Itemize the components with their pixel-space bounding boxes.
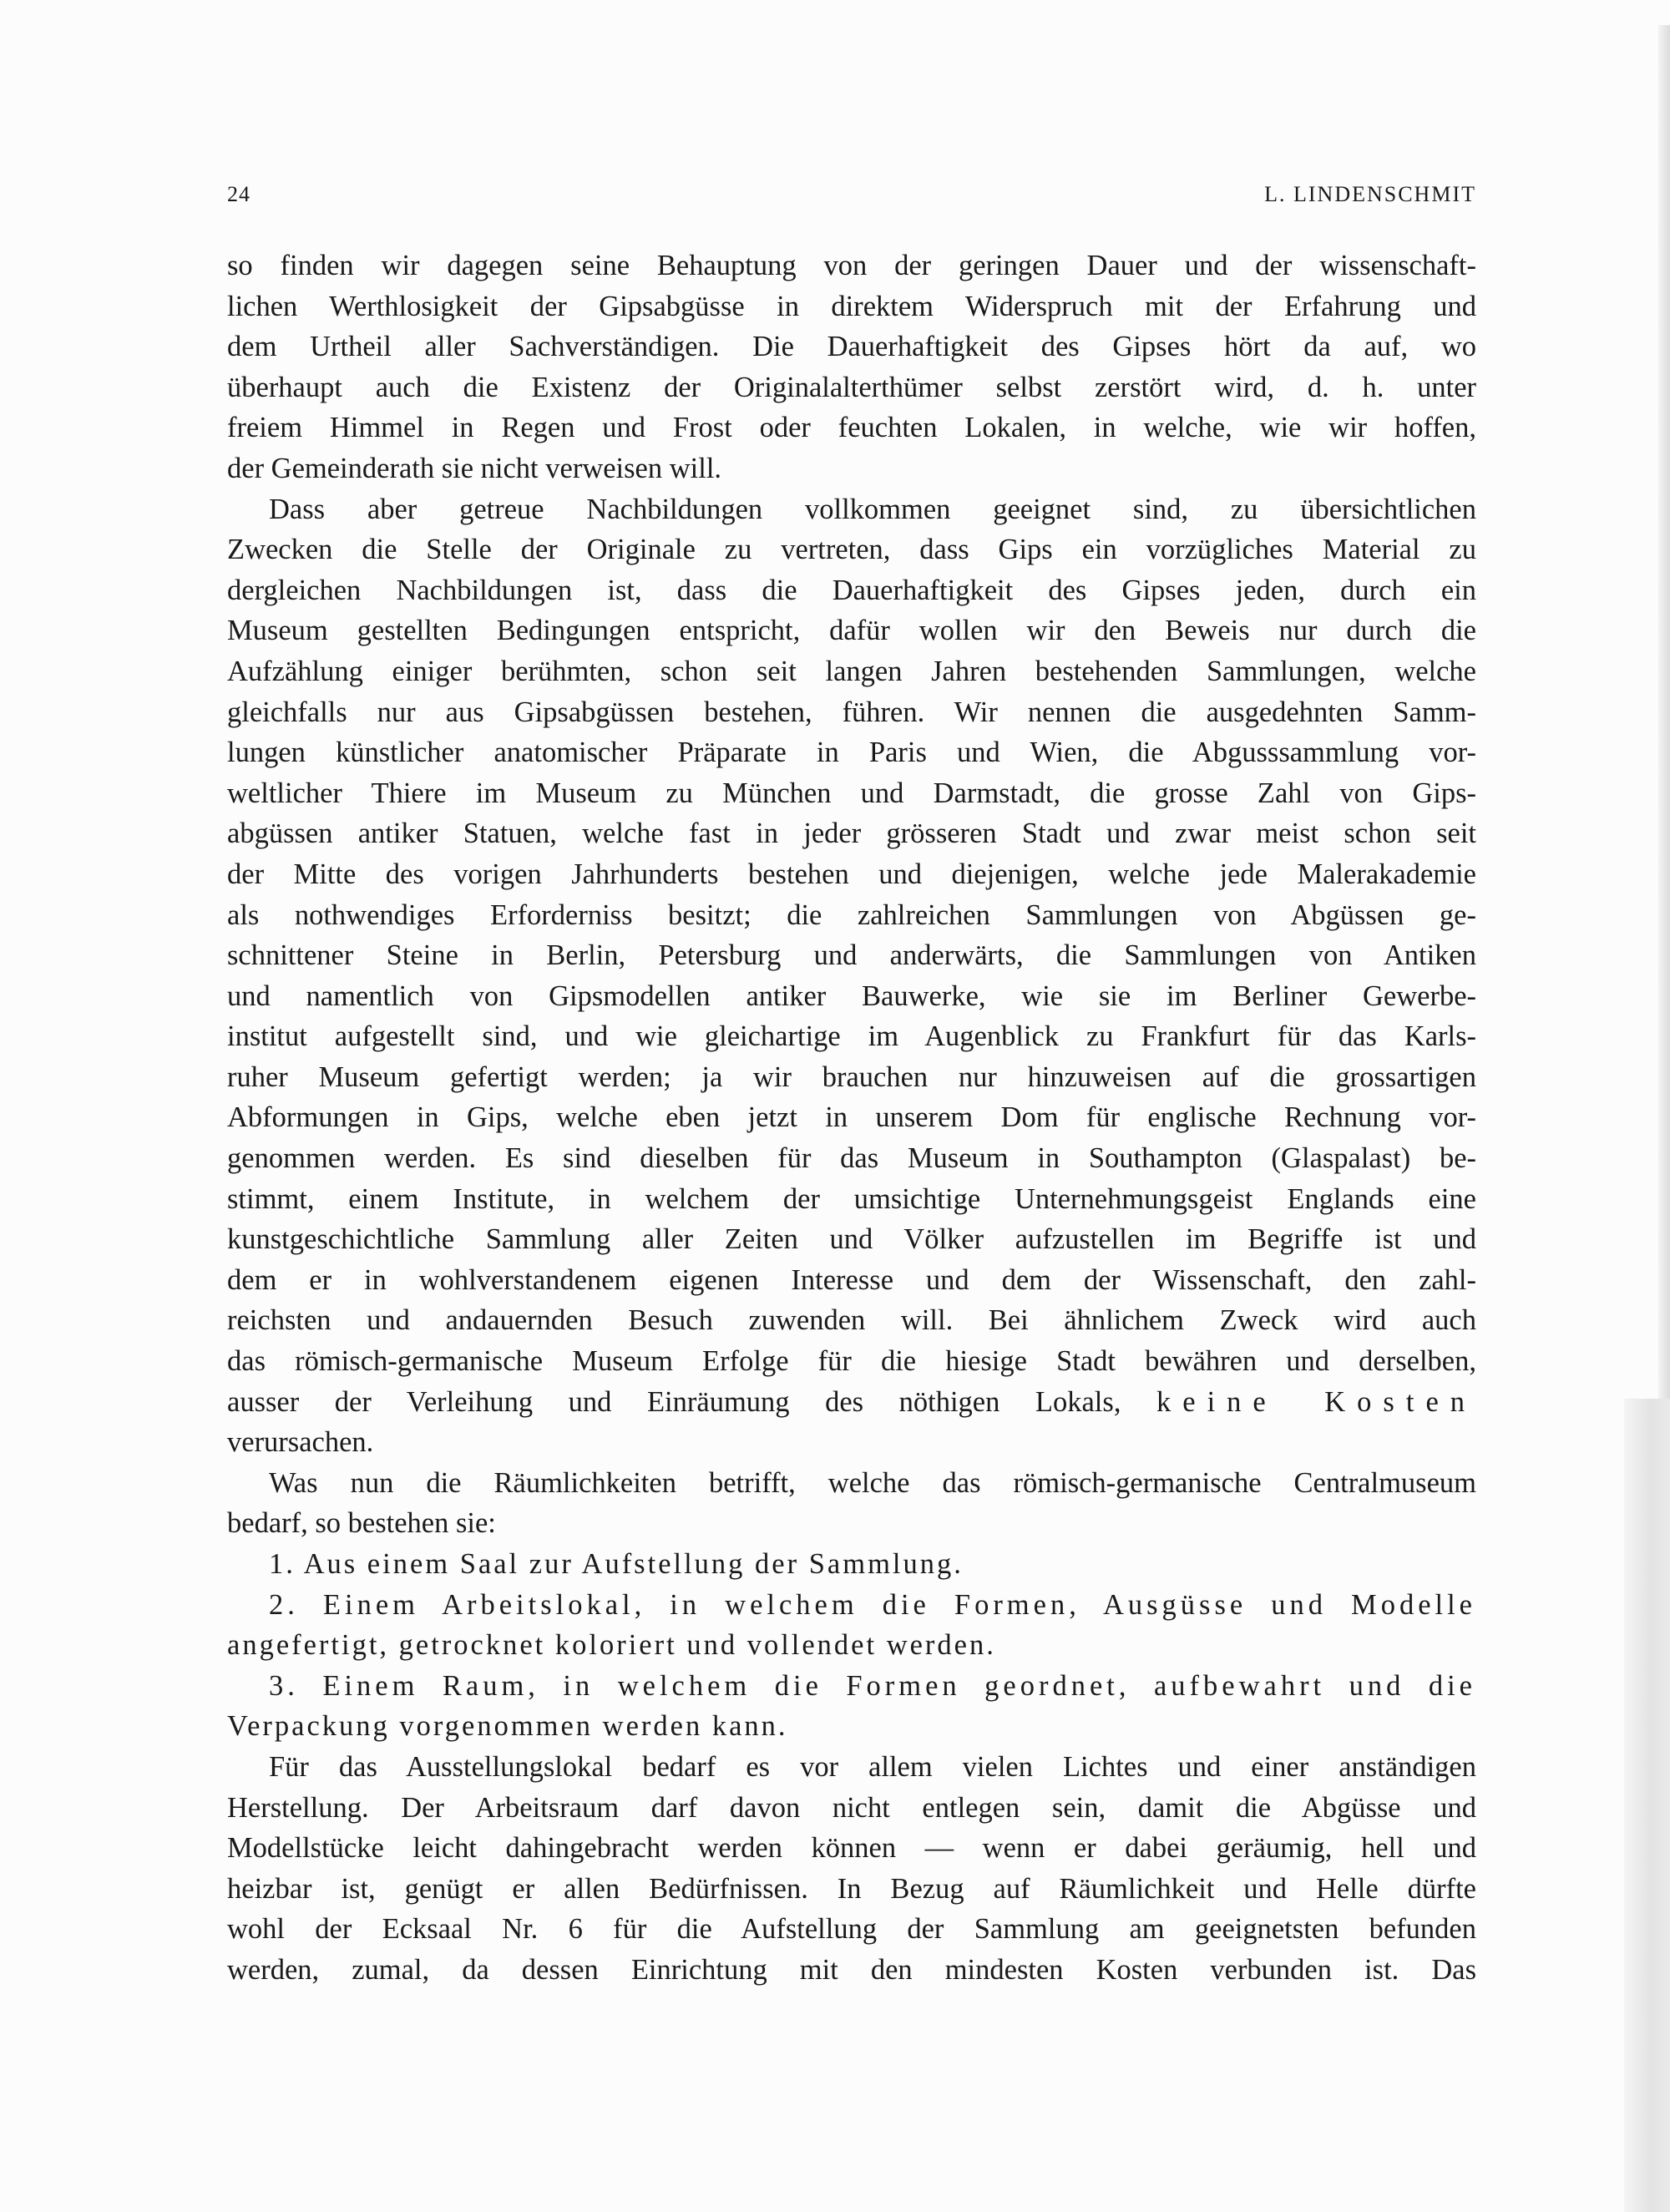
list-item-1: 1. Aus einem Saal zur Aufstellung der Sammlung. bbox=[269, 1548, 964, 1580]
text-line: abgüssen antiker Statuen, welche fast in jeder grösseren Stadt und zwar meist schon seit bbox=[227, 817, 1476, 850]
body-text bbox=[227, 245, 1476, 1991]
text-line: heizbar ist, genügt er allen Bedürfnissen. In Bezug auf Räumlichkeit und Helle dürfte bbox=[227, 1872, 1476, 1905]
paragraph-3 bbox=[227, 1463, 1476, 1544]
numbered-list bbox=[227, 1544, 1476, 1747]
text-line: Abformungen in Gips, welche eben jetzt in unserem Dom für englische Rechnung vor- bbox=[227, 1101, 1476, 1134]
text-line: Museum gestellten Bedingungen entspricht, dafür wollen wir den Beweis nur durch die bbox=[227, 615, 1476, 647]
text-segment: ausser der Verleihung und Einräumung des nöthigen Lokals, bbox=[227, 1385, 1121, 1418]
list-item-2: 2. Einem Arbeitslokal, in welchem die Formen, Ausgüsse und Modelle bbox=[269, 1588, 1476, 1621]
text-line: kunstgeschichtliche Sammlung aller Zeiten und Völker aufzustellen im Begriffe ist und bbox=[227, 1223, 1476, 1256]
text-line: dergleichen Nachbildungen ist, dass die Dauerhaftigkeit des Gipses jeden, durch ein bbox=[227, 574, 1476, 606]
text-line: lungen künstlicher anatomischer Präparate in Paris und Wien, die Abgusssammlung vor- bbox=[227, 736, 1476, 769]
page-number: 24 bbox=[227, 182, 250, 206]
list-item-3: 3. Einem Raum, in welchem die Formen geordnet, aufbewahrt und die bbox=[269, 1669, 1476, 1702]
list-item-3-continuation: Verpackung vorgenommen werden kann. bbox=[227, 1710, 788, 1743]
text-line: der Gemeinderath sie nicht verweisen will. bbox=[227, 452, 722, 484]
text-line: Was nun die Räumlichkeiten betrifft, welche das römisch-germanische Centralmuseum bbox=[269, 1466, 1476, 1499]
text-line: genommen werden. Es sind dieselben für das Museum in Southampton (Glaspalast) be- bbox=[227, 1142, 1476, 1175]
text-line: werden, zumal, da dessen Einrichtung mit den mindesten Kosten verbunden ist. Das bbox=[227, 1953, 1476, 1986]
text-line: Modellstücke leicht dahingebracht werden können — wenn er dabei geräumig, hell und bbox=[227, 1832, 1476, 1865]
text-line: freiem Himmel in Regen und Frost oder feuchten Lokalen, in welche, wie wir hoffen, bbox=[227, 412, 1476, 444]
text-line: gleichfalls nur aus Gipsabgüssen bestehen, führen. Wir nennen die ausgedehnten Samm- bbox=[227, 696, 1476, 728]
page-edge-shadow-lower bbox=[1624, 1399, 1670, 2212]
running-title: L. LINDENSCHMIT bbox=[1264, 182, 1476, 206]
text-line: reichsten und andauernden Besuch zuwenden will. Bei ähnlichem Zweck wird auch bbox=[227, 1304, 1476, 1337]
text-line: stimmt, einem Institute, in welchem der umsichtige Unternehmungsgeist Englands eine bbox=[227, 1182, 1476, 1215]
text-line: Zwecken die Stelle der Originale zu vertreten, dass Gips ein vorzügliches Material zu bbox=[227, 534, 1476, 566]
paragraph-4 bbox=[227, 1747, 1476, 1991]
text-line: bedarf, so bestehen sie: bbox=[227, 1507, 496, 1540]
text-line-with-emphasis bbox=[227, 1382, 1476, 1423]
text-line: das römisch-germanische Museum Erfolge für die hiesige Stadt bewähren und derselben, bbox=[227, 1345, 1476, 1378]
text-line: Dass aber getreue Nachbildungen vollkommen geeignet sind, zu übersichtlichen bbox=[269, 493, 1476, 525]
text-line: institut aufgestellt sind, und wie gleichartige im Augenblick zu Frankfurt für das Karls- bbox=[227, 1020, 1476, 1053]
text-line: als nothwendiges Erforderniss besitzt; die zahlreichen Sammlungen von Abgüssen ge- bbox=[227, 898, 1476, 931]
text-line: der Mitte des vorigen Jahrhunderts bestehen und diejenigen, welche jede Malerakademie bbox=[227, 858, 1476, 890]
emphasis-spaced-text: keine Kosten bbox=[1156, 1385, 1477, 1418]
text-line: lichen Werthlosigkeit der Gipsabgüsse in direktem Widerspruch mit der Erfahrung und bbox=[227, 290, 1476, 322]
text-line: dem Urtheil aller Sachverständigen. Die Dauerhaftigkeit des Gipses hört da auf, wo bbox=[227, 331, 1476, 363]
text-line: schnittener Steine in Berlin, Petersburg und anderwärts, die Sammlungen von Antiken bbox=[227, 939, 1476, 972]
text-line: ruher Museum gefertigt werden; ja wir brauchen nur hinzuweisen auf die grossartigen bbox=[227, 1060, 1476, 1093]
text-line: dem er in wohlverstandenem eigenen Interesse und dem der Wissenschaft, den zahl- bbox=[227, 1263, 1476, 1296]
text-line: und namentlich von Gipsmodellen antiker Bauwerke, wie sie im Berliner Gewerbe- bbox=[227, 979, 1476, 1012]
text-line: wohl der Ecksaal Nr. 6 für die Aufstellung der Sammlung am geeignetsten befunden bbox=[227, 1913, 1476, 1946]
list-item-2-continuation: angefertigt, getrocknet koloriert und vollendet werden. bbox=[227, 1629, 996, 1662]
text-line: Aufzählung einiger berühmten, schon seit langen Jahren bestehenden Sammlungen, welche bbox=[227, 655, 1476, 687]
text-line: Für das Ausstellungslokal bedarf es vor allem vielen Lichtes und einer anständigen bbox=[269, 1750, 1476, 1783]
text-line: so finden wir dagegen seine Behauptung von der geringen Dauer und der wissenschaft- bbox=[227, 250, 1476, 281]
running-head bbox=[227, 182, 1476, 215]
paragraph-2 bbox=[227, 489, 1476, 1463]
text-line: überhaupt auch die Existenz der Originalalterthümer selbst zerstört wird, d. h. unter bbox=[227, 371, 1476, 403]
text-line: Herstellung. Der Arbeitsraum darf davon nicht entlegen sein, damit die Abgüsse und bbox=[227, 1791, 1476, 1824]
paragraph-1 bbox=[227, 245, 1476, 489]
text-line: verursachen. bbox=[227, 1426, 374, 1459]
text-line: weltlicher Thiere im Museum zu München und Darmstadt, die grosse Zahl von Gips- bbox=[227, 777, 1476, 809]
